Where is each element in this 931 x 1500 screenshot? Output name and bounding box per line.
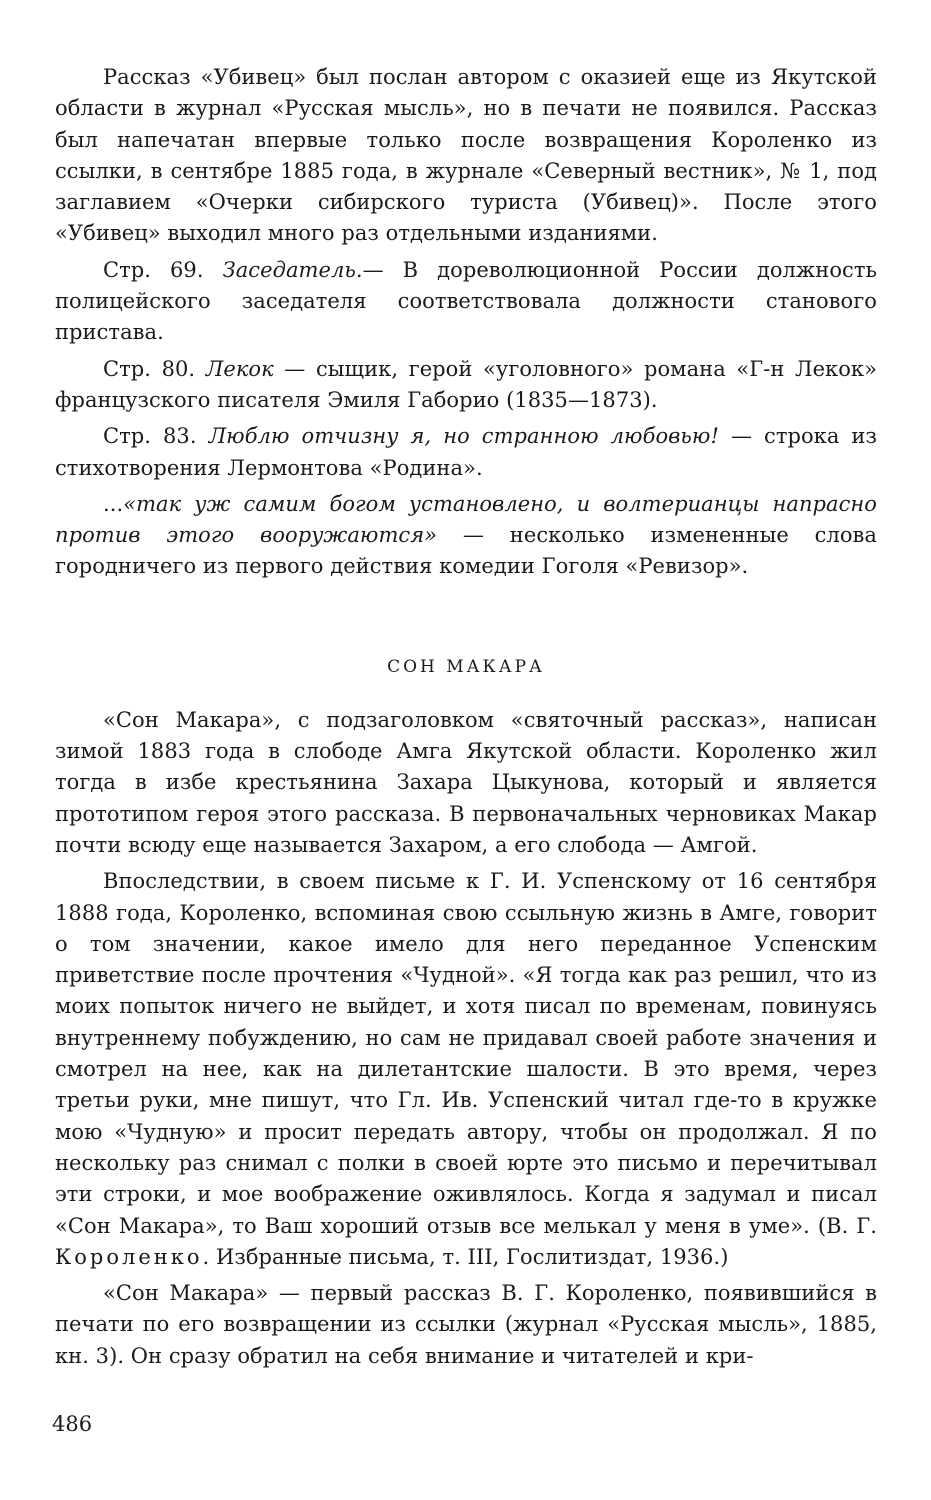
- note-term: «так уж самим богом установлено, и волтерианцы напрасно против этого вооружаются»: [55, 491, 877, 548]
- note-page-83: [55, 421, 877, 484]
- note-page-80: [55, 354, 877, 417]
- note-page-83-revizor: [55, 489, 877, 583]
- author-name: Короленко: [55, 1244, 203, 1269]
- note-text: — сыщик, герой «уголовного» романа «Г-н Лекок» французского писателя Эмиля Габорио (1835—1873).: [55, 356, 877, 412]
- note-ref: Стр. 83.: [103, 424, 209, 449]
- page-number: 486: [52, 1412, 93, 1436]
- letter-text: Впоследствии, в своем письме к Г. И. Успенскому от 16 сентября 1888 года, Короленко, вспоминая свою ссыльную жизнь в Амге, говорит о том значении, какое имело для него переданное Успенским приветствие после прочтения «Чудной». «Я тогда как раз решил, что из моих попыток ничего не выйдет, и хотя писал по временам, повинуясь внутреннему побуждению, но сам не придавал своей работе значения и смотрел на нее, как на дилетантские шалости. В это время, через третьи руки, мне пишут, что Гл. Ив. Успенский читал где-то в кружке мою «Чудную» и просит передать автору, чтобы он продолжал. Я по нескольку раз снимал с полки в своей юрте это письмо и перечитывал эти строки, и мое воображение оживлялось. Когда я задумал и писал «Сон Макара», то Ваш хороший отзыв все мелькал у меня в уме». (В. Г.: [55, 869, 877, 1238]
- note-term: Лекок: [205, 356, 274, 381]
- note-text: — несколько измененные слова городничего из первого действия комедии Гоголя «Ревизор».: [55, 523, 877, 579]
- section-title: СОН МАКАРА: [387, 656, 545, 677]
- note-ref: Стр. 80.: [103, 356, 206, 381]
- note-prefix: ...: [103, 491, 124, 516]
- note-term: Заседатель.: [222, 257, 363, 282]
- note-page-69: [55, 255, 877, 349]
- paragraph-first-publication: «Сон Макара» — первый рассказ В. Г. Короленко, появившийся в печати по его возвращении из ссылки (журнал «Русская мысль», 1885, кн. 3). Он сразу обратил на себя внимание и читателей и кри-: [55, 1281, 877, 1368]
- paragraph-son-makara-origin: «Сон Макара», с подзаголовком «святочный рассказ», написан зимой 1883 года в слободе Амга Якутской области. Короленко жил тогда в избе крестьянина Захара Цыкунова, который и является прототипом героя этого рассказа. В первоначальных черновиках Макар почти всюду еще называется Захаром, а его слобода — Амгой.: [55, 707, 877, 857]
- paragraph-ubivets-history: Рассказ «Убивец» был послан автором с оказией еще из Якутской области в журнал «Русская мысль», но в печати не появился. Рассказ был напечатан впервые только после возвращения Короленко из ссылки, в сентябре 1885 года, в журнале «Северный вестник», № 1, под заглавием «Очерки сибирского туриста (Убивец)». После этого «Убивец» выходил много раз отдельными изданиями.: [55, 65, 877, 246]
- paragraph-letter-to-uspensky: [55, 866, 877, 1273]
- note-term: Люблю отчизну я, но странною любовью!: [208, 424, 719, 449]
- note-text: — строка из стихотворения Лермонтова «Родина».: [55, 424, 877, 480]
- note-text: — В дореволюционной России должность полицейского заседателя соответствовала должности станового пристава.: [55, 257, 877, 345]
- citation-tail: . Избранные письма, т. III, Гослитиздат, 1936.): [202, 1244, 729, 1269]
- page-content: [55, 62, 877, 1372]
- note-ref: Стр. 69.: [103, 257, 223, 282]
